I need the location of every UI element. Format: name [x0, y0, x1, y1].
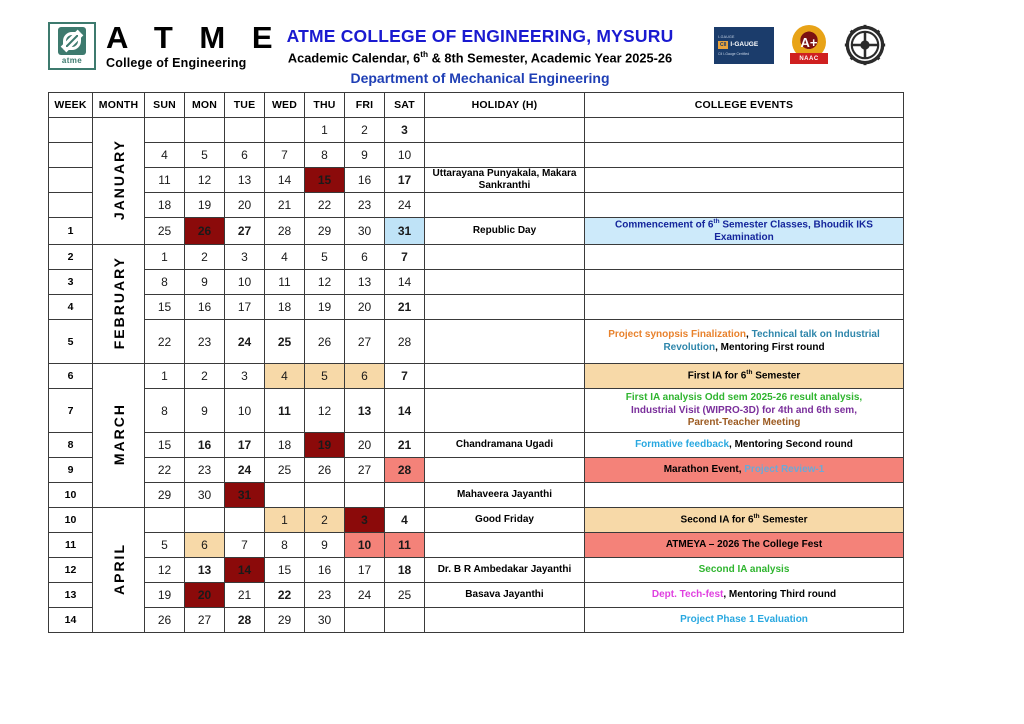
event-text-segment: Semester Classes, Bhoudik IKS Examination	[714, 219, 873, 243]
department-title: Department of Mechanical Engineering	[350, 69, 610, 86]
holiday-cell: Mahaveera Jayanthi	[425, 483, 585, 508]
day-cell[interactable]: 27	[345, 320, 385, 364]
event-text-segment: Semester	[759, 514, 808, 526]
day-cell[interactable]: 23	[305, 583, 345, 608]
day-cell[interactable]	[265, 483, 305, 508]
day-cell[interactable]	[305, 483, 345, 508]
day-cell[interactable]: 15	[145, 295, 185, 320]
event-text-segment: Formative feedback	[635, 439, 730, 451]
college-events-cell	[585, 508, 904, 533]
month-cell-april	[93, 508, 145, 633]
day-cell[interactable]: 1	[145, 245, 185, 270]
day-cell[interactable]: 12	[185, 168, 225, 193]
day-cell[interactable]: 11	[145, 168, 185, 193]
day-cell[interactable]: 24	[225, 320, 265, 364]
logo-subtitle: College of Engineering	[106, 55, 247, 70]
college-events-cell	[585, 245, 904, 270]
day-cell[interactable]: 12	[305, 389, 345, 433]
day-cell[interactable]: 3	[345, 508, 385, 533]
day-cell[interactable]	[265, 118, 305, 143]
table-row	[49, 483, 904, 508]
day-cell[interactable]: 21	[385, 295, 425, 320]
day-cell[interactable]: 1	[305, 118, 345, 143]
event-text-segment: Project Review-1	[744, 464, 825, 476]
iguage-top-label: I-GAUGE	[718, 34, 735, 39]
college-events-cell	[585, 143, 904, 168]
week-number-cell: 4	[49, 295, 93, 320]
holiday-cell: Republic Day	[425, 218, 585, 245]
day-cell[interactable]: 27	[225, 218, 265, 245]
day-cell[interactable]: 8	[265, 533, 305, 558]
day-cell[interactable]: 14	[385, 270, 425, 295]
college-events-cell	[585, 558, 904, 583]
table-row	[49, 533, 904, 558]
month-label: MARCH	[110, 403, 127, 466]
day-cell[interactable]: 6	[345, 245, 385, 270]
column-header-month: MONTH	[93, 93, 145, 118]
college-events-cell	[585, 118, 904, 143]
day-cell[interactable]: 17	[225, 433, 265, 458]
day-cell[interactable]: 28	[385, 458, 425, 483]
day-cell[interactable]: 5	[305, 364, 345, 389]
day-cell[interactable]: 17	[345, 558, 385, 583]
day-cell[interactable]: 22	[305, 193, 345, 218]
event-text-segment: Mentoring Third round	[728, 589, 837, 601]
day-cell[interactable]: 10	[345, 533, 385, 558]
table-row	[49, 508, 904, 533]
day-cell[interactable]: 26	[305, 320, 345, 364]
logo-wordmark: A T M E	[106, 20, 282, 56]
table-row	[49, 608, 904, 633]
event-text-segment: Parent-Teacher Meeting	[687, 417, 801, 429]
day-cell[interactable]: 19	[185, 193, 225, 218]
day-cell[interactable]: 13	[185, 558, 225, 583]
institution-logo	[48, 22, 282, 70]
subtitle-part-b: & 8th Semester, Academic Year 2025-26	[428, 50, 673, 66]
day-cell[interactable]: 15	[265, 558, 305, 583]
month-label: APRIL	[110, 542, 127, 595]
day-cell[interactable]: 3	[225, 245, 265, 270]
holiday-cell: Uttarayana Punyakala, Makara Sankranthi	[425, 168, 585, 193]
day-cell[interactable]: 28	[265, 218, 305, 245]
college-events-cell	[585, 168, 904, 193]
event-superscript: th	[713, 218, 720, 225]
day-cell[interactable]: 23	[185, 458, 225, 483]
week-number-cell: 13	[49, 583, 93, 608]
holiday-cell: Good Friday	[425, 508, 585, 533]
day-cell[interactable]: 18	[265, 433, 305, 458]
day-cell[interactable]: 13	[345, 270, 385, 295]
table-row	[49, 270, 904, 295]
day-cell[interactable]: 25	[265, 320, 305, 364]
table-row	[49, 218, 904, 245]
academic-calendar-table	[48, 92, 904, 633]
week-number-cell: 12	[49, 558, 93, 583]
day-cell[interactable]: 25	[145, 218, 185, 245]
day-cell[interactable]: 28	[225, 608, 265, 633]
week-number-cell	[49, 168, 93, 193]
college-events-cell	[585, 270, 904, 295]
event-text-segment: First IA analysis Odd sem 2025-26 result analysis,	[625, 392, 863, 404]
table-row	[49, 458, 904, 483]
day-cell[interactable]: 20	[345, 433, 385, 458]
day-cell[interactable]: 9	[305, 533, 345, 558]
college-events-cell	[585, 295, 904, 320]
day-cell[interactable]: 12	[305, 270, 345, 295]
week-number-cell: 5	[49, 320, 93, 364]
event-text-segment: ,	[738, 464, 745, 476]
day-cell[interactable]: 21	[225, 583, 265, 608]
day-cell[interactable]: 26	[185, 218, 225, 245]
table-row	[49, 295, 904, 320]
table-row	[49, 193, 904, 218]
day-cell[interactable]: 8	[145, 270, 185, 295]
college-events-cell	[585, 458, 904, 483]
day-cell[interactable]	[145, 508, 185, 533]
day-cell[interactable]: 21	[385, 433, 425, 458]
day-cell[interactable]: 11	[265, 270, 305, 295]
week-number-cell: 10	[49, 508, 93, 533]
holiday-cell	[425, 320, 585, 364]
column-header-college-events: COLLEGE EVENTS	[585, 93, 904, 118]
day-cell[interactable]: 7	[385, 364, 425, 389]
holiday-cell	[425, 458, 585, 483]
college-events-cell	[585, 608, 904, 633]
holiday-cell	[425, 608, 585, 633]
event-text-segment: Mentoring First round	[720, 341, 825, 353]
event-text-segment: Project Phase 1 Evaluation	[680, 614, 808, 626]
week-number-cell: 8	[49, 433, 93, 458]
week-number-cell: 2	[49, 245, 93, 270]
holiday-cell	[425, 118, 585, 143]
week-number-cell: 10	[49, 483, 93, 508]
day-cell[interactable]: 10	[225, 389, 265, 433]
day-cell[interactable]: 7	[225, 533, 265, 558]
table-body	[49, 118, 904, 633]
event-text-segment: ,	[746, 329, 752, 341]
day-cell[interactable]: 18	[265, 295, 305, 320]
day-cell[interactable]: 2	[185, 364, 225, 389]
day-cell[interactable]: 4	[145, 143, 185, 168]
atme-logo-word: atme	[61, 56, 83, 65]
table-row	[49, 168, 904, 193]
day-cell[interactable]	[185, 508, 225, 533]
table-row	[49, 320, 904, 364]
atme-logo-icon	[48, 22, 96, 70]
day-cell[interactable]: 23	[345, 193, 385, 218]
event-text-segment: ,	[723, 589, 729, 601]
college-events-cell	[585, 483, 904, 508]
day-cell[interactable]: 1	[265, 508, 305, 533]
college-events-cell	[585, 389, 904, 433]
naac-grade: A+	[800, 34, 818, 50]
day-cell[interactable]: 19	[145, 583, 185, 608]
week-number-cell: 6	[49, 364, 93, 389]
table-row	[49, 583, 904, 608]
day-cell[interactable]: 17	[385, 168, 425, 193]
column-header-mon: MON	[185, 93, 225, 118]
month-label: JANUARY	[110, 139, 127, 221]
day-cell[interactable]: 28	[385, 320, 425, 364]
day-cell[interactable]: 8	[145, 389, 185, 433]
month-cell-march	[93, 364, 145, 508]
day-cell[interactable]: 30	[345, 218, 385, 245]
event-superscript: th	[746, 369, 753, 377]
day-cell[interactable]: 13	[225, 168, 265, 193]
event-text-segment: ,	[715, 341, 721, 353]
day-cell[interactable]: 25	[265, 458, 305, 483]
day-cell[interactable]: 11	[385, 533, 425, 558]
iguage-sub-label: CII I-Gauge Certified	[718, 51, 750, 56]
event-text-segment: Technical talk on Industrial Revolution	[663, 329, 880, 353]
day-cell[interactable]: 23	[185, 320, 225, 364]
event-text-segment: Project synopsis Finalization	[608, 329, 747, 341]
day-cell[interactable]: 3	[385, 118, 425, 143]
day-cell[interactable]: 9	[185, 270, 225, 295]
event-text-segment: Semester	[752, 370, 801, 382]
naac-label: NAAC	[790, 53, 828, 64]
day-cell[interactable]: 20	[345, 295, 385, 320]
holiday-cell	[425, 364, 585, 389]
day-cell[interactable]: 19	[305, 295, 345, 320]
column-header-sat: SAT	[385, 93, 425, 118]
week-number-cell	[49, 143, 93, 168]
day-cell[interactable]: 14	[385, 389, 425, 433]
day-cell[interactable]	[225, 508, 265, 533]
day-cell[interactable]: 2	[185, 245, 225, 270]
table-header-row	[49, 93, 904, 118]
week-number-cell: 1	[49, 218, 93, 245]
day-cell[interactable]	[345, 483, 385, 508]
column-header-thu: THU	[305, 93, 345, 118]
month-cell-january	[93, 118, 145, 245]
college-events-cell	[585, 364, 904, 389]
event-text-segment: Industrial Visit (WIPRO-3D) for 4th and 6th sem,	[631, 404, 857, 416]
event-text-segment: Dept. Tech-fest	[651, 589, 724, 601]
holiday-cell	[425, 533, 585, 558]
day-cell[interactable]: 10	[385, 143, 425, 168]
day-cell[interactable]	[225, 118, 265, 143]
day-cell[interactable]: 16	[345, 168, 385, 193]
day-cell[interactable]: 8	[305, 143, 345, 168]
event-text-segment: Marathon Event	[663, 464, 739, 476]
column-header-holiday-h: HOLIDAY (H)	[425, 93, 585, 118]
holiday-cell	[425, 143, 585, 168]
college-events-cell	[585, 433, 904, 458]
week-number-cell: 14	[49, 608, 93, 633]
day-cell[interactable]	[145, 118, 185, 143]
day-cell[interactable]: 27	[345, 458, 385, 483]
day-cell[interactable]: 18	[145, 193, 185, 218]
calendar-container	[0, 92, 1024, 633]
naac-badge-icon	[790, 25, 828, 65]
accreditation-badges	[714, 24, 886, 66]
event-text-segment: ,	[729, 439, 735, 451]
day-cell[interactable]: 25	[385, 583, 425, 608]
column-header-sun: SUN	[145, 93, 185, 118]
day-cell[interactable]	[185, 118, 225, 143]
day-cell[interactable]: 4	[265, 245, 305, 270]
subtitle-superscript: th	[420, 49, 429, 59]
page-title: ATME COLLEGE OF ENGINEERING, MYSURU	[286, 26, 674, 46]
holiday-cell: Basava Jayanthi	[425, 583, 585, 608]
event-text-segment: Second IA analysis	[698, 564, 790, 576]
day-cell[interactable]: 26	[145, 608, 185, 633]
page-title-block	[265, 26, 695, 86]
day-cell[interactable]: 24	[225, 458, 265, 483]
holiday-cell: Chandramana Ugadi	[425, 433, 585, 458]
column-header-wed: WED	[265, 93, 305, 118]
day-cell[interactable]: 22	[145, 320, 185, 364]
table-row	[49, 118, 904, 143]
day-cell[interactable]: 3	[225, 364, 265, 389]
table-row	[49, 143, 904, 168]
day-cell[interactable]: 20	[185, 583, 225, 608]
day-cell[interactable]: 26	[305, 458, 345, 483]
day-cell[interactable]: 14	[225, 558, 265, 583]
gear-emblem-icon	[844, 24, 886, 66]
day-cell[interactable]: 12	[145, 558, 185, 583]
event-superscript: th	[753, 513, 760, 521]
day-cell[interactable]: 6	[345, 364, 385, 389]
day-cell[interactable]: 2	[345, 118, 385, 143]
iguage-cii-tag: CII	[720, 41, 727, 48]
week-number-cell: 3	[49, 270, 93, 295]
event-text-segment: First IA for 6	[687, 370, 747, 382]
holiday-cell: Dr. B R Ambedakar Jayanthi	[425, 558, 585, 583]
day-cell[interactable]: 29	[265, 608, 305, 633]
day-cell[interactable]: 30	[185, 483, 225, 508]
day-cell[interactable]: 5	[185, 143, 225, 168]
day-cell[interactable]: 16	[305, 558, 345, 583]
day-cell[interactable]: 27	[185, 608, 225, 633]
table-row	[49, 558, 904, 583]
day-cell[interactable]: 17	[225, 295, 265, 320]
iguage-label: I-GAUGE	[730, 41, 759, 48]
day-cell[interactable]: 11	[265, 389, 305, 433]
day-cell[interactable]	[385, 608, 425, 633]
week-number-cell	[49, 193, 93, 218]
column-header-fri: FRI	[345, 93, 385, 118]
day-cell[interactable]: 14	[265, 168, 305, 193]
holiday-cell	[425, 295, 585, 320]
table-row	[49, 389, 904, 433]
college-events-cell	[585, 583, 904, 608]
page-subtitle	[265, 50, 695, 66]
week-number-cell: 11	[49, 533, 93, 558]
day-cell[interactable]: 5	[305, 245, 345, 270]
day-cell[interactable]: 19	[305, 433, 345, 458]
day-cell[interactable]: 30	[305, 608, 345, 633]
event-text-segment: Mentoring Second round	[734, 439, 853, 451]
table-row	[49, 433, 904, 458]
table-row	[49, 245, 904, 270]
holiday-cell	[425, 270, 585, 295]
iguage-badge-icon	[714, 27, 774, 64]
day-cell[interactable]: 10	[225, 270, 265, 295]
college-events-cell	[585, 533, 904, 558]
week-number-cell: 7	[49, 389, 93, 433]
day-cell[interactable]: 13	[345, 389, 385, 433]
day-cell[interactable]: 4	[265, 364, 305, 389]
holiday-cell	[425, 193, 585, 218]
event-text-segment: ATMEYA – 2026 The College Fest	[665, 539, 823, 551]
day-cell[interactable]: 9	[345, 143, 385, 168]
month-label: FEBRUARY	[110, 256, 127, 350]
subtitle-part-a: Academic Calendar, 6	[287, 50, 421, 66]
day-cell[interactable]: 7	[385, 245, 425, 270]
day-cell[interactable]: 22	[265, 583, 305, 608]
week-number-cell: 9	[49, 458, 93, 483]
event-text-segment: Commencement of 6	[615, 219, 714, 231]
day-cell[interactable]: 18	[385, 558, 425, 583]
day-cell[interactable]	[385, 483, 425, 508]
month-cell-february	[93, 245, 145, 364]
day-cell[interactable]: 9	[185, 389, 225, 433]
day-cell[interactable]: 31	[225, 483, 265, 508]
holiday-cell	[425, 245, 585, 270]
day-cell[interactable]: 6	[185, 533, 225, 558]
column-header-tue: TUE	[225, 93, 265, 118]
table-row	[49, 364, 904, 389]
day-cell[interactable]: 22	[145, 458, 185, 483]
day-cell[interactable]: 15	[305, 168, 345, 193]
day-cell[interactable]	[345, 608, 385, 633]
day-cell[interactable]: 16	[185, 433, 225, 458]
college-events-cell	[585, 218, 904, 245]
day-cell[interactable]: 4	[385, 508, 425, 533]
day-cell[interactable]: 1	[145, 364, 185, 389]
day-cell[interactable]: 2	[305, 508, 345, 533]
college-events-cell	[585, 320, 904, 364]
day-cell[interactable]: 24	[345, 583, 385, 608]
week-number-cell	[49, 118, 93, 143]
day-cell[interactable]: 16	[185, 295, 225, 320]
day-cell[interactable]: 20	[225, 193, 265, 218]
college-events-cell	[585, 193, 904, 218]
column-header-week: WEEK	[49, 93, 93, 118]
day-cell[interactable]: 5	[145, 533, 185, 558]
day-cell[interactable]: 29	[305, 218, 345, 245]
day-cell[interactable]: 6	[225, 143, 265, 168]
holiday-cell	[425, 389, 585, 433]
day-cell[interactable]: 29	[145, 483, 185, 508]
day-cell[interactable]: 24	[385, 193, 425, 218]
page-header	[0, 0, 1024, 92]
day-cell[interactable]: 21	[265, 193, 305, 218]
event-text-segment: Second IA for 6	[680, 514, 754, 526]
day-cell[interactable]: 31	[385, 218, 425, 245]
day-cell[interactable]: 15	[145, 433, 185, 458]
day-cell[interactable]: 7	[265, 143, 305, 168]
